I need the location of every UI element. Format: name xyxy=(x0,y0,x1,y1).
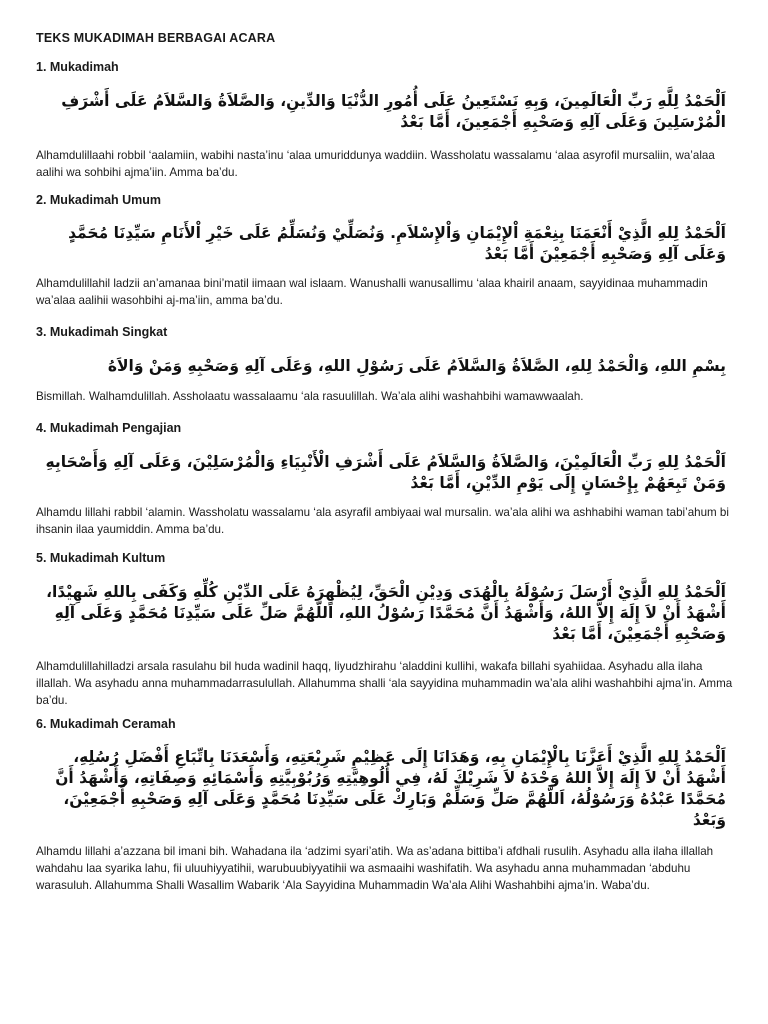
transliteration-text: Alhamdulillaahi robbil ‘aalamiin, wabihi nasta’inu ‘alaa umuriddunya waddiin. Wassholatu wassalamu ‘alaa asyrofil mursaliin, wa’alaa aalihi wa sohbihi ajma’iin. Amma ba’du. xyxy=(36,149,715,179)
section-mukadimah-ceramah xyxy=(36,717,736,894)
arabic-text: بِسْمِ اللهِ، وَالْحَمْدُ لِلهِ، الصَّلاَةُ وَالسَّلاَمُ عَلَى رَسُوْلِ اللهِ، وَعَلَى آلِهِ وَصَحْبِهِ وَمَنْ وَالاَهُ xyxy=(107,357,726,375)
arabic-text: اَلْحَمْدُ لِلهِ الَّذِيْ أَعَزَّنَا بِالْإِيْمَانِ بِهِ، وَهَدَانَا إِلَى عَظِيْمِ شَرِيْعَتِهِ، وَأَسْعَدَنَا بِاتِّبَاعِ أَفْضَلِ رُسُلِهِ، أَشْهَدُ أَنْ لاَ إِلَهَ إِلاَّ اللهُ وَحْدَهُ لاَ شَرِيْكَ لَهُ، فِي أُلُوهِيَّتِهِ وَرُبُوْبِيَّتِهِ وَأَسْمَائِهِ وَصِفَاتِهِ، وَأَشْهَدُ أَنَّ مُحَمَّدًا عَبْدُهُ وَرَسُوْلُهُ، اَللَّهُمَّ صَلِّ وَسَلِّمْ وَبَارِكْ عَلَى سَيِّدِنَا مُحَمَّدٍ وَعَلَى آلِهِ وَصَحْبِهِ أَجْمَعِيْنَ، وَبَعْدُ xyxy=(55,748,726,829)
section-mukadimah-kultum xyxy=(36,551,736,709)
section-heading: 2. Mukadimah Umum xyxy=(36,193,162,207)
arabic-text: اَلْحَمْدُ لِلهِ الَّذِيْ أَنْعَمَنَا بِنِعْمَةِ اْلإِيْمَانِ وَاْلإِسْلاَمِ. وَنُصَلِّيْ وَنُسَلِّمُ عَلَى خَيْرِ اْلأَنَامِ سَيِّدِنَا مُحَمَّدٍ وَعَلَى آلِهِ وَصَحْبِهِ أَجْمَعِيْنَ أَمَّا بَعْدُ xyxy=(68,224,726,263)
section-mukadimah-pengajian xyxy=(36,421,736,538)
section-heading: 3. Mukadimah Singkat xyxy=(36,325,168,339)
section-heading: 4. Mukadimah Pengajian xyxy=(36,421,182,435)
section-mukadimah xyxy=(36,60,736,181)
transliteration-text: Alhamdulillahilladzi arsala rasulahu bil huda wadinil haqq, liyudzhirahu ‘aladdini kullihi, wakafa billahi syahiidaa. Asyhadu alla ilaha illallah. Wa asyhadu anna muhammadarrasulullah. Allahumma shalli ‘ala sayyidina muhammadin wa’ala alihi washahbihi ajma’in. Amma ba’du. xyxy=(36,660,733,707)
transliteration-text: Bismillah. Walhamdulillah. Assholaatu wassalaamu ‘ala rasuulillah. Wa’ala alihi washahbihi wamawwaalah. xyxy=(36,390,584,403)
transliteration-text: Alhamdu lillahi a’azzana bil imani bih. Wahadana ila ‘adzimi syari’atih. Wa as’adana bittiba’i afdhali rusulih. Asyhadu alla ilaha illallah wahdahu laa syarika lahu, fii uluuhiyyatihii, warubuubiyyatihii wa asmaaihi washifatih. Wa asyhadu anna muhammadan ‘abduhu warasuluh. Allahumma Shalli Wasallim Wabarik ‘Ala Sayyidina Muhammadin Wa’ala Alihi Washahbihi ajma’in. Waba’du. xyxy=(36,845,714,892)
transliteration-text: Alhamdu lillahi rabbil ‘alamin. Wassholatu wassalamu ‘ala asyrafil ambiyaai wal mursalin. wa’ala alihi wa ashhabihi waman tabi’ahum bi ihsanin ilaa yaumiddin. Amma ba’du. xyxy=(36,506,729,536)
section-heading: 6. Mukadimah Ceramah xyxy=(36,717,176,731)
transliteration-text: Alhamdulillahil ladzii an’amanaa bini’matil iimaan wal islaam. Wanushalli wanusallimu ‘alaa khairil anaam, sayyidinaa muhammadin wa’alaa aalihii wasohbihi aj-ma’iin, amma ba’du. xyxy=(36,277,708,307)
section-heading: 5. Mukadimah Kultum xyxy=(36,551,166,565)
section-heading: 1. Mukadimah xyxy=(36,60,119,74)
arabic-text: اَلْحَمْدُ لِلهِ رَبِّ الْعَالَمِيْنَ، وَالصَّلاَةُ وَالسَّلاَمُ عَلَى أَشْرَفِ الْأَنْبِيَاءِ وَالْمُرْسَلِيْنَ، وَعَلَى آلِهِ وَأَصْحَابِهِ وَمَنْ تَبِعَهُمْ بِإِحْسَانٍ إِلَى يَوْمِ الدِّيْنِ، أَمَّا بَعْدُ xyxy=(45,453,726,492)
section-mukadimah-umum xyxy=(36,193,736,309)
arabic-text: اَلْحَمْدُ لِلَّهِ رَبِّ الْعَالَمِينَ، وَبِهِ نَسْتَعِينُ عَلَى أُمُورِ الدُّنْيَا وَالدِّينِ، وَالصَّلاَةُ وَالسَّلاَمُ عَلَى أَشْرَفِ الْمُرْسَلِينَ وَعَلَى آلِهِ وَصَحْبِهِ أَجْمَعِينَ، أَمَّا بَعْدُ xyxy=(61,92,726,131)
document-title: TEKS MUKADIMAH BERBAGAI ACARA xyxy=(36,31,276,45)
section-mukadimah-singkat xyxy=(36,325,736,405)
arabic-text: اَلْحَمْدُ لِلهِ الَّذِيْ أَرْسَلَ رَسُوْلَهُ بِالْهُدَى وَدِيْنِ الْحَقِّ، لِيُظْهِرَهُ عَلَى الدِّيْنِ كُلِّهِ وَكَفَى بِاللهِ شَهِيْدًا، أَشْهَدُ أَنْ لاَ إِلَهَ إِلاَّ اللهُ، وَأَشْهَدُ أَنَّ مُحَمَّدًا رَسُوْلُ اللهِ، اَللَّهُمَّ صَلِّ عَلَى سَيِّدِنَا مُحَمَّدٍ وَعَلَى آلِهِ وَصَحْبِهِ أَجْمَعِيْنَ، أَمَّا بَعْدُ xyxy=(46,583,726,643)
